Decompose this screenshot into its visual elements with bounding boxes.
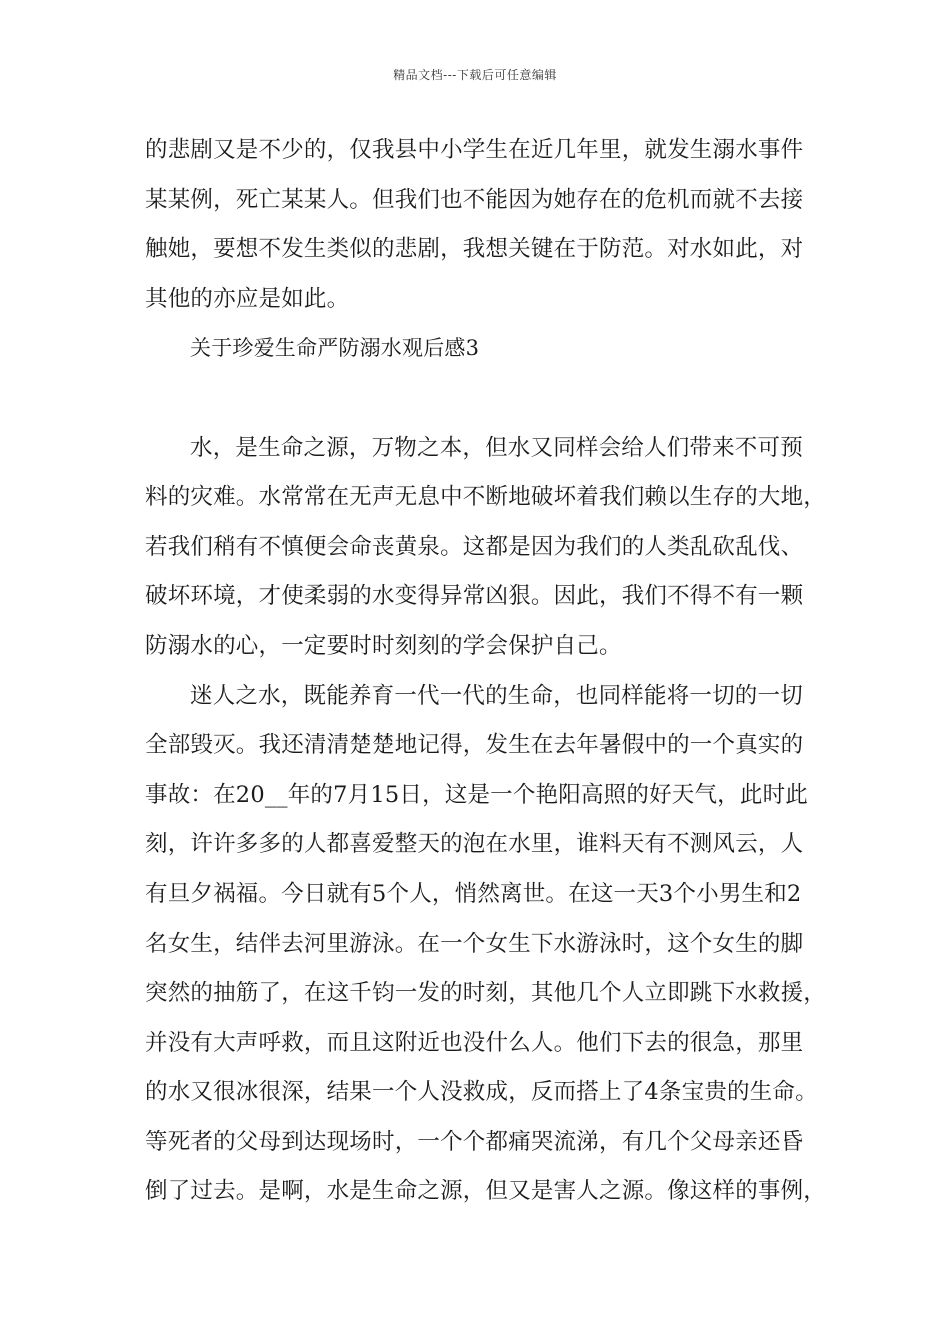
paragraph-3-line: 的水又很冰很深，结果一个人没救成，反而搭上了4条宝贵的生命。 [145,1079,818,1106]
paragraph-3-line: 全部毁灭。我还清清楚楚地记得，发生在去年暑假中的一个真实的 [145,732,804,759]
paragraph-3-line: 事故：在20__年的7月15日，这是一个艳阳高照的好天气，此时此 [145,781,808,808]
paragraph-3-line: 迷人之水，既能养育一代一代的生命，也同样能将一切的一切 [190,682,803,709]
paragraph-1-line: 某某例，死亡某某人。但我们也不能因为她存在的危机而就不去接 [145,186,804,213]
paragraph-3-line: 名女生，结伴去河里游泳。在一个女生下水游泳时，这个女生的脚 [145,930,804,957]
paragraph-3-line: 突然的抽筋了，在这千钧一发的时刻，其他几个人立即跳下水救援， [145,980,827,1007]
paragraph-3-line: 刻，许许多多的人都喜爱整天的泡在水里，谁料天有不测风云，人 [145,831,804,858]
paragraph-2-line: 料的灾难。水常常在无声无息中不断地破坏着我们赖以生存的大地， [145,484,827,511]
paragraph-1-line: 其他的亦应是如此。 [145,285,350,312]
blank-line [145,374,825,424]
paragraph-3 [145,672,825,1218]
paragraph-3-line: 有旦夕祸福。今日就有5个人，悄然离世。在这一天3个小男生和2 [145,880,802,907]
paragraph-1-line: 的悲剧又是不少的，仅我县中小学生在近几年里，就发生溺水事件 [145,137,804,163]
document-body [145,126,825,1217]
paragraph-2-line: 若我们稍有不慎便会命丧黄泉。这都是因为我们的人类乱砍乱伐、 [145,533,804,560]
paragraph-2-line: 破坏环境，才使柔弱的水变得异常凶狠。因此，我们不得不有一颗 [145,583,804,610]
paragraph-1 [145,126,825,324]
page-header: 精品文档---下载后可任意编辑 [393,68,557,82]
paragraph-3-line: 等死者的父母到达现场时，一个个都痛哭流涕，有几个父母亲还昏 [145,1128,804,1155]
paragraph-1-line: 触她，要想不发生类似的悲剧，我想关键在于防范。对水如此，对 [145,236,804,263]
paragraph-2-line: 水，是生命之源，万物之本，但水又同样会给人们带来不可预 [190,434,803,461]
paragraph-3-line: 倒了过去。是啊，水是生命之源，但又是害人之源。像这样的事例， [145,1178,827,1205]
paragraph-3-line: 并没有大声呼救，而且这附近也没什么人。他们下去的很急，那里 [145,1029,804,1056]
paragraph-2-line: 防溺水的心，一定要时时刻刻的学会保护自己。 [145,632,622,659]
section-heading: 关于珍爱生命严防溺水观后感3 [190,336,480,361]
paragraph-2 [145,424,825,672]
